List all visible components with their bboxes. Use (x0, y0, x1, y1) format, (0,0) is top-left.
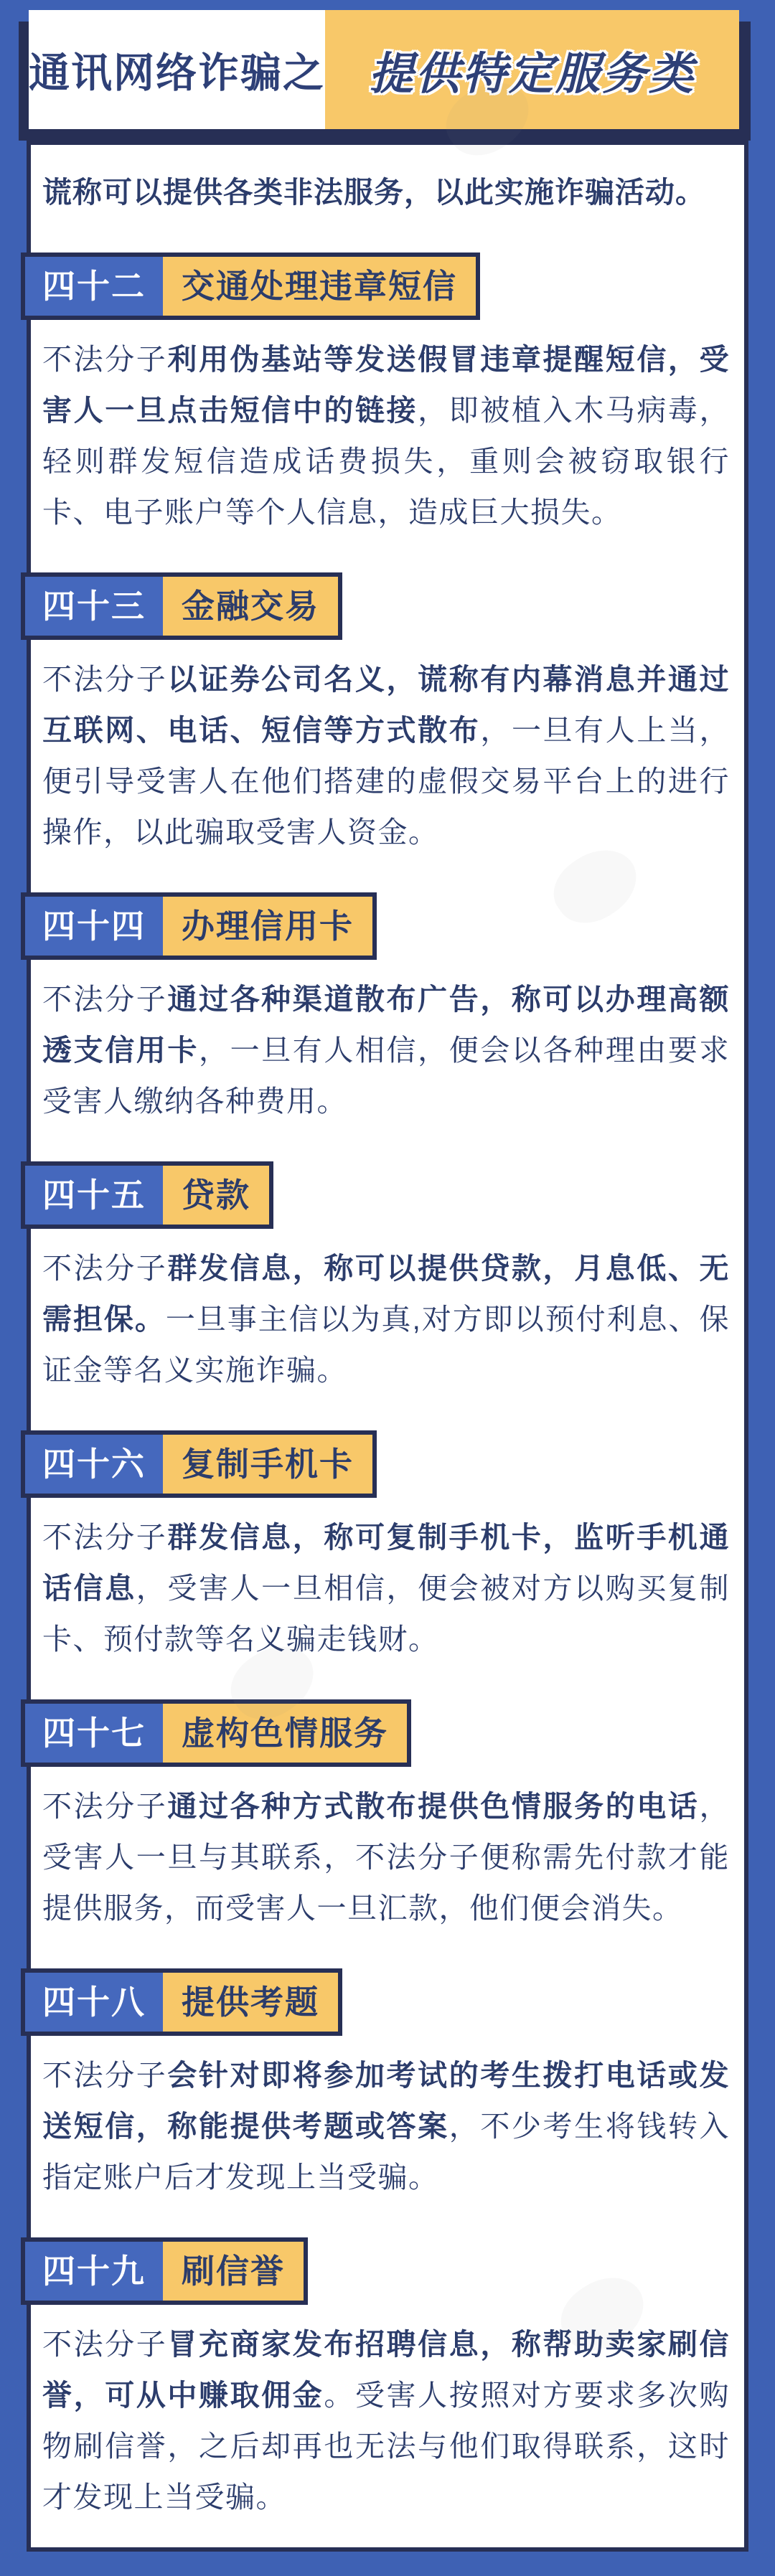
section-body (42, 1512, 730, 1665)
body-segment: 利用伪基站等发送假冒违章提醒短信，受害人一旦点击短信中的链接 (42, 343, 731, 427)
body-segment: ，一旦有人相信，便会以各种理由要求受害人缴纳各种费用。 (42, 1034, 731, 1118)
body-segment: 不法分子 (42, 2059, 168, 2092)
body-segment: 通过各种渠道散布广告，称可以办理高额透支信用卡 (42, 983, 731, 1067)
body-segment: 不法分子 (42, 2328, 168, 2361)
body-segment: 不法分子 (42, 1252, 168, 1285)
section-body (42, 334, 730, 538)
section-label (21, 572, 342, 640)
body-segment: 通过各种方式散布提供色情服务的电话 (167, 1790, 700, 1823)
section-title: 刷信誉 (163, 2242, 304, 2301)
body-segment: 不法分子 (42, 1790, 168, 1823)
section-body (42, 654, 730, 858)
section-title: 提供考题 (163, 1973, 338, 2032)
section-number: 四十二 (25, 257, 163, 316)
section-title: 贷款 (163, 1166, 269, 1225)
section-number: 四十七 (25, 1704, 163, 1763)
intro-text: 谎称可以提供各类非法服务，以此实施诈骗活动。 (42, 176, 705, 209)
section-title: 虚构色情服务 (163, 1704, 407, 1763)
header-bar (29, 10, 739, 129)
section-number: 四十六 (25, 1435, 163, 1494)
sections-list (39, 218, 730, 2523)
fraud-section (39, 1665, 730, 1934)
body-segment: 群发信息，称可以提供贷款，月息低、无需担保。 (42, 1252, 731, 1336)
body-segment: 以证券公司名义，谎称有内幕消息并通过互联网、电话、短信等方式散布 (42, 663, 731, 747)
body-segment: 群发信息，称可复制手机卡，监听手机通话信息 (42, 1521, 731, 1605)
body-segment: 冒充商家发布招聘信息，称帮助卖家刷信誉，可从中赚取佣金 (42, 2328, 731, 2412)
section-number: 四十三 (25, 577, 163, 636)
content-card (27, 141, 748, 2552)
fraud-section (39, 2203, 730, 2523)
body-segment: 不法分子 (42, 663, 168, 696)
body-segment: ，受害人一旦与其联系，不法分子便称需先付款才能提供服务，而受害人一旦汇款，他们便会消失。 (42, 1790, 731, 1925)
section-label (21, 1430, 377, 1498)
fraud-section (39, 538, 730, 858)
fraud-section (39, 1127, 730, 1396)
fraud-section (39, 1396, 730, 1665)
body-segment: 不法分子 (42, 343, 168, 376)
section-body (42, 974, 730, 1127)
section-number: 四十四 (25, 897, 163, 956)
fraud-section (39, 858, 730, 1127)
section-label (21, 1968, 342, 2036)
section-title: 办理信用卡 (163, 897, 372, 956)
section-body (42, 1243, 730, 1396)
section-body (42, 2050, 730, 2203)
body-segment: ，不少考生将钱转入指定账户后才发现上当受骗。 (42, 2110, 731, 2194)
header (29, 10, 739, 129)
body-segment: 会针对即将参加考试的考生拨打电话或发送短信，称能提供考题或答案 (42, 2059, 731, 2143)
fraud-section (39, 218, 730, 538)
section-number: 四十八 (25, 1973, 163, 2032)
page-title-prefix: 通讯网络诈骗之 (29, 10, 325, 129)
fraud-section (39, 1934, 730, 2203)
section-label (21, 253, 480, 320)
section-body (42, 2319, 730, 2523)
section-title: 交通处理违章短信 (163, 257, 476, 316)
section-title: 金融交易 (163, 577, 338, 636)
body-segment: ，一旦有人上当，便引导受害人在他们搭建的虚假交易平台上的进行操作，以此骗取受害人资金。 (42, 714, 731, 849)
section-body (42, 1781, 730, 1934)
body-segment: 不法分子 (42, 1521, 168, 1554)
page-title-badge: 提供特定服务类 (325, 10, 739, 129)
body-segment: ，即被植入木马病毒，轻则群发短信造成话费损失，重则会被窃取银行卡、电子账户等个人信息，造成巨大损失。 (42, 394, 731, 529)
section-label (21, 892, 377, 960)
section-label (21, 1161, 273, 1229)
section-number: 四十五 (25, 1166, 163, 1225)
section-number: 四十九 (25, 2242, 163, 2301)
section-label (21, 1699, 411, 1767)
body-segment: 不法分子 (42, 983, 168, 1016)
section-label (21, 2237, 308, 2305)
body-segment: 。受害人按照对方要求多次购物刷信誉，之后却再也无法与他们取得联系，这时才发现上当受骗。 (42, 2379, 731, 2514)
section-title: 复制手机卡 (163, 1435, 372, 1494)
body-segment: ，受害人一旦相信，便会被对方以购买复制卡、预付款等名义骗走钱财。 (42, 1572, 731, 1656)
body-segment: 一旦事主信以为真,对方即以预付利息、保证金等名义实施诈骗。 (42, 1303, 731, 1387)
